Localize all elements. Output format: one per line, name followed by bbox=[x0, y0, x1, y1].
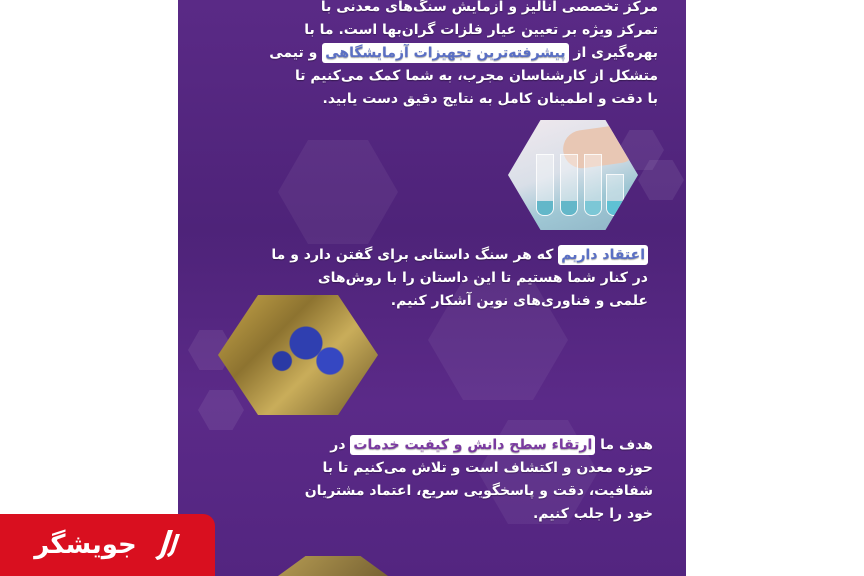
highlight-belief: اعتقاد داریم bbox=[558, 245, 648, 265]
text-line: شفافیت، دقت و پاسخگویی سریع، اعتماد مشتریان bbox=[304, 483, 653, 499]
text-segment: و تیمی bbox=[269, 45, 318, 61]
text-segment: هدف ما bbox=[600, 437, 653, 453]
highlight-equipment: پیشرفته‌ترین تجهیزات آزمایشگاهی bbox=[322, 43, 568, 63]
text-line: علمی و فناوری‌های نوین آشکار کنیم. bbox=[390, 293, 648, 309]
text-line: با دقت و اطمینان کامل به نتایج دقیق دست یابید. bbox=[322, 91, 658, 107]
lab-test-tubes-photo bbox=[508, 120, 638, 230]
text-line: در کنار شما هستیم تا این داستان را با روش‌های bbox=[317, 270, 648, 286]
text-segment: در bbox=[330, 437, 346, 453]
goal-paragraph bbox=[228, 434, 653, 526]
logo-text: جویشگر bbox=[34, 530, 137, 560]
jooyeshgar-logo-icon bbox=[151, 528, 181, 562]
hexagon-decoration bbox=[278, 140, 398, 244]
text-line: تمرکز ویژه بر تعیین عیار فلزات گران‌بها است. ما با bbox=[304, 22, 658, 38]
text-line bbox=[230, 42, 658, 65]
jooyeshgar-logo bbox=[0, 514, 215, 576]
text-line: خود را جلب کنیم. bbox=[532, 506, 653, 522]
text-line: متشکل از کارشناسان مجرب، به شما کمک می‌کنیم تا bbox=[294, 68, 658, 84]
text-segment: که هر سنگ داستانی برای گفتن دارد و ما bbox=[271, 247, 554, 263]
text-line bbox=[218, 244, 648, 267]
test-tube bbox=[606, 174, 624, 216]
text-line: مرکز تخصصی آنالیز و آزمایش سنگ‌های معدنی با bbox=[320, 0, 658, 15]
promo-poster bbox=[178, 0, 686, 576]
text-line bbox=[228, 434, 653, 457]
mineral-ore-photo bbox=[218, 295, 378, 415]
text-line: حوزه معدن و اکتشاف است و تلاش می‌کنیم تا با bbox=[322, 460, 653, 476]
test-tube bbox=[536, 154, 554, 216]
text-segment: بهره‌گیری از bbox=[573, 45, 658, 61]
test-tube bbox=[560, 154, 578, 216]
hexagon-decoration bbox=[198, 390, 244, 430]
highlight-goal: ارتقاء سطح دانش و کیفیت خدمات bbox=[350, 435, 595, 455]
mineral-photo-partial bbox=[278, 556, 388, 576]
intro-paragraph bbox=[230, 0, 658, 111]
test-tube bbox=[584, 154, 602, 216]
